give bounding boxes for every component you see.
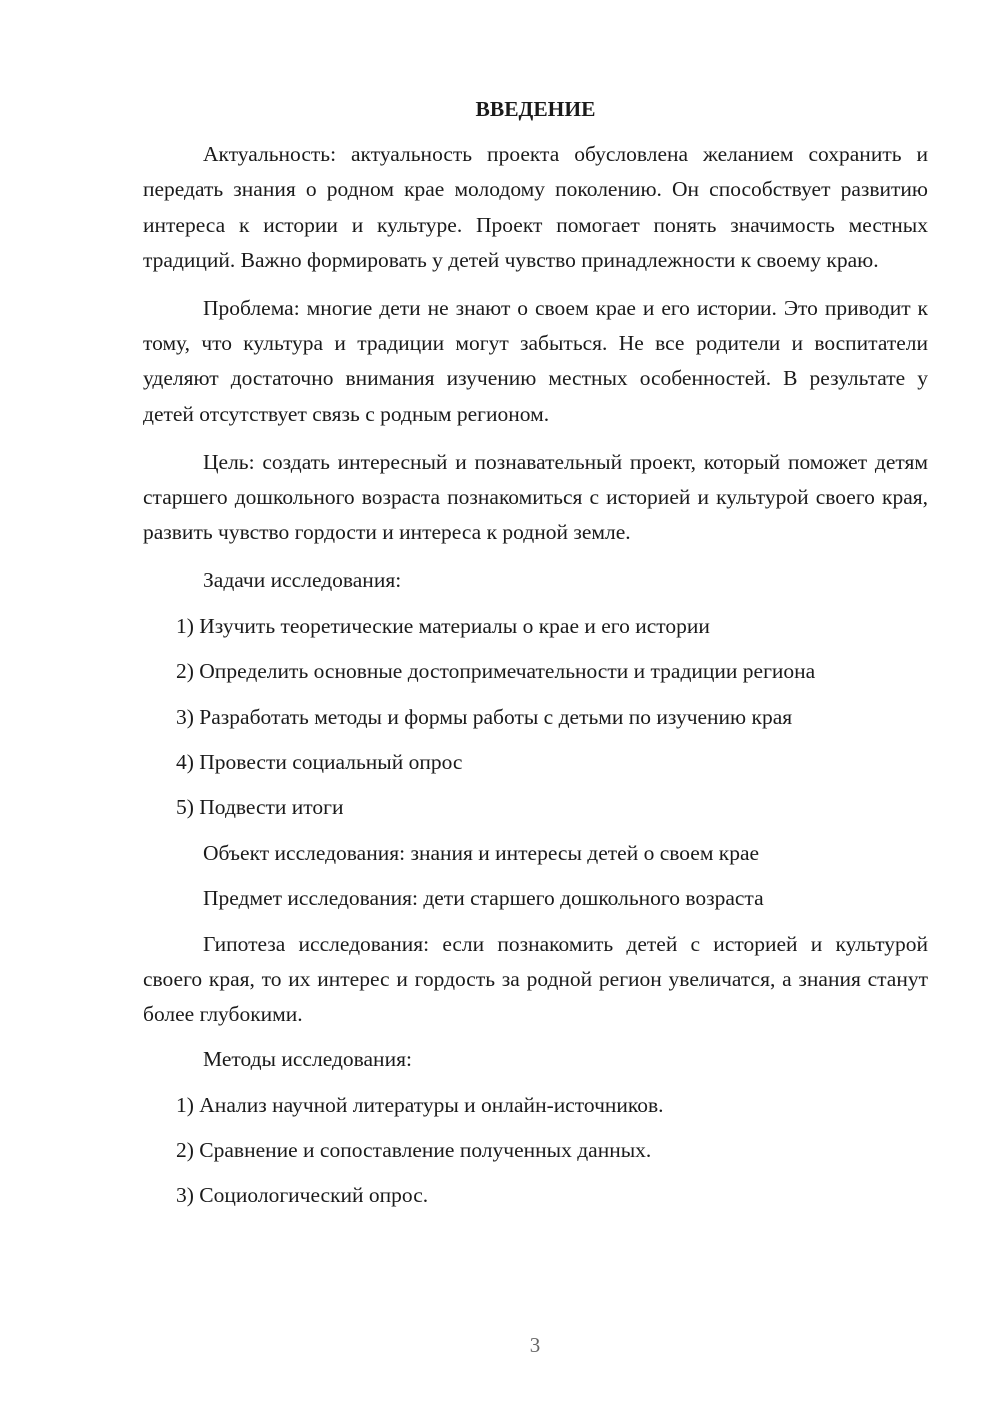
hypothesis-paragraph: Гипотеза исследования: если познакомить детей с историей и культурой своего края, то их интерес и гордость за родной регион увеличатся, а знания станут более глубокими. [143,931,928,1026]
method-item: 1) Анализ научной литературы и онлайн-источников. [176,1092,664,1117]
method-item: 3) Социологический опрос. [176,1183,429,1208]
task-item: 3) Разработать методы и формы работы с детьми по изучению края [176,704,793,729]
task-item: 4) Провести социальный опрос [176,750,463,774]
task-item: 5) Подвести итоги [176,795,344,820]
section-heading: ВВЕДЕНИЕ [475,97,596,121]
task-item: 1) Изучить теоретические материалы о крае и его истории [176,613,710,638]
research-object: Объект исследования: знания и интересы детей о своем крае [203,840,760,865]
methods-title: Методы исследования: [203,1047,412,1072]
goal-paragraph: Цель: создать интересный и познавательный проект, который поможет детям старшего дошкольного возраста познакомиться с историей и культурой своего края, развить чувство гордости и интереса к родной земле. [143,449,928,545]
document-page [143,92,928,1224]
relevance-paragraph: Актуальность: актуальность проекта обусловлена желанием сохранить и передать знания о родном крае молодому поколению. Он способствует развитию интереса к истории и культуре. Проект помогает понять значимость местных традиций. Важно формировать у детей чувство принадлежности к своему краю. [143,142,928,272]
problem-paragraph: Проблема: многие дети не знают о своем крае и его истории. Это приводит к тому, что культура и традиции могут забыться. Не все родители и воспитатели уделяют достаточно внимания изучению местных особенностей. В результате у детей отсутствует связь с родным регионом. [143,296,928,426]
page-number: 3 [529,1333,541,1357]
task-item: 2) Определить основные достопримечательности и традиции региона [176,659,816,684]
method-item: 2) Сравнение и сопоставление полученных данных. [176,1137,652,1162]
tasks-title: Задачи исследования: [203,568,402,593]
research-subject: Предмет исследования: дети старшего дошкольного возраста [203,886,764,911]
